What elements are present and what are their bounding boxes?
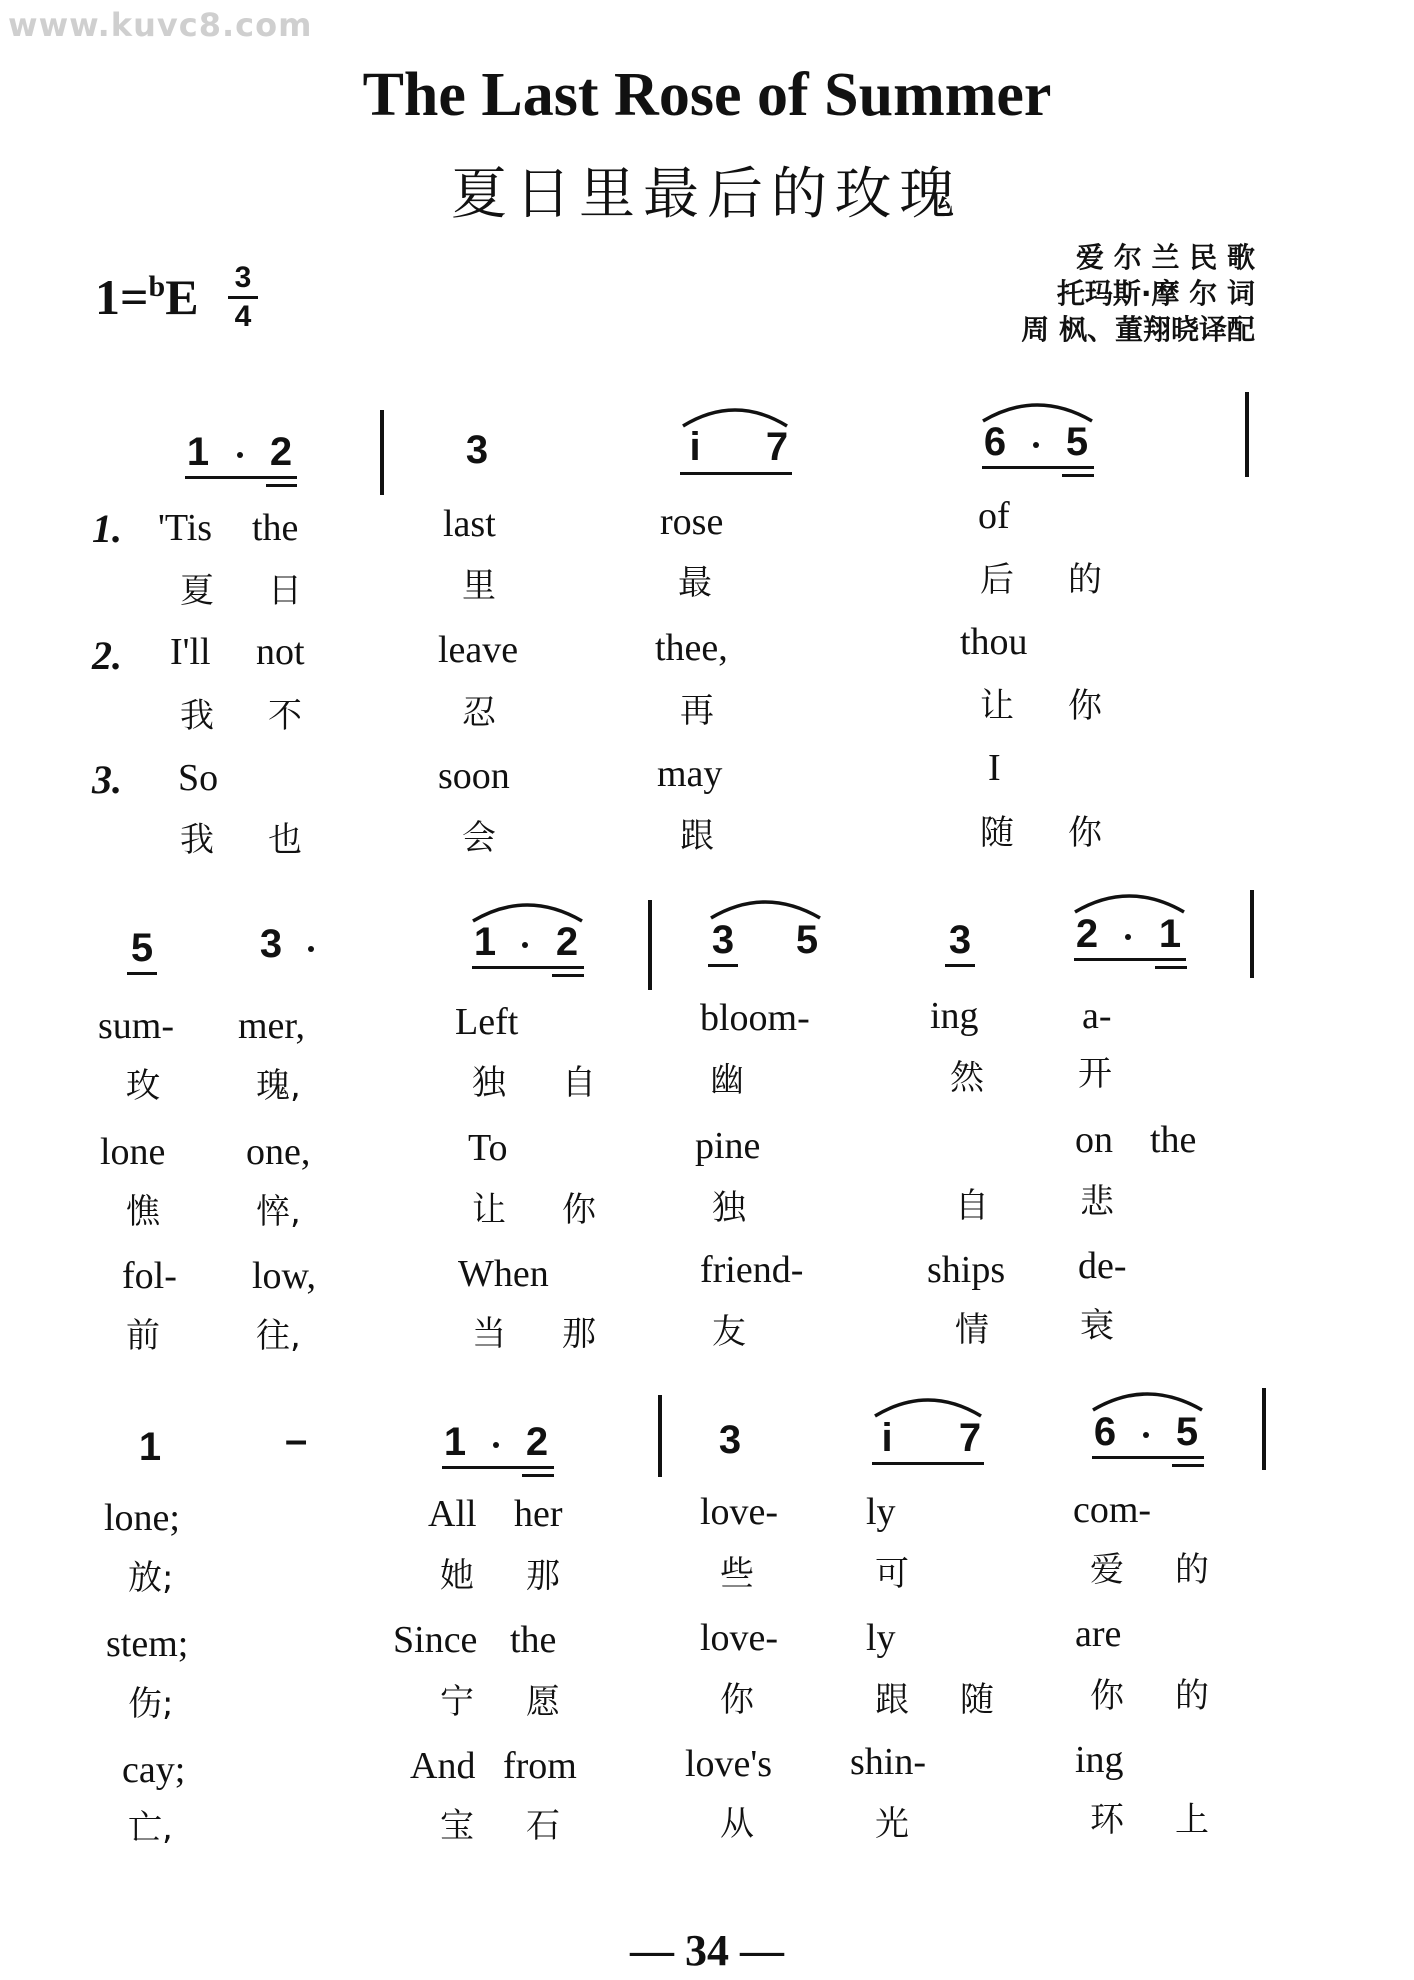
note: 3	[718, 1418, 742, 1462]
lyric-en: ly	[866, 1617, 896, 1659]
augmentation-dot	[1033, 442, 1039, 448]
lyric-zh: 从	[720, 1804, 754, 1844]
lyric-zh: 你	[1068, 686, 1102, 726]
lyric-en: Since	[393, 1619, 478, 1661]
note: i	[689, 425, 701, 469]
lyric-zh: 自	[562, 1063, 596, 1103]
lyric-en: love-	[700, 1491, 779, 1533]
lyric-en: com-	[1073, 1489, 1152, 1531]
lyric-en: lone	[100, 1131, 166, 1173]
lyric-zh: 随	[960, 1680, 994, 1720]
lyric-en: a-	[1082, 995, 1112, 1037]
lyric-en: on	[1075, 1119, 1113, 1161]
lyric-zh: 光	[875, 1804, 909, 1844]
lyric-zh: 再	[680, 691, 714, 731]
lyric-zh: 开	[1078, 1054, 1112, 1094]
lyric-en: love's	[685, 1743, 773, 1785]
lyric-en: thee,	[655, 627, 728, 669]
beam-underline	[872, 1462, 984, 1465]
note: 2	[1075, 912, 1099, 956]
credit-translator: 周 枫、董翔晓译配	[1021, 313, 1255, 346]
lyric-en: of	[978, 495, 1010, 537]
lyric-zh: 往,	[256, 1316, 301, 1356]
note: 1	[473, 920, 497, 964]
lyric-zh: 她	[440, 1556, 474, 1596]
lyric-zh: 玫	[126, 1066, 160, 1106]
lyric-en: are	[1075, 1613, 1122, 1655]
lyric-zh: 伤;	[128, 1684, 174, 1724]
beam-underline	[266, 484, 297, 487]
barline	[1245, 392, 1249, 477]
note: i	[881, 1416, 893, 1460]
lyric-en: I	[988, 747, 1001, 789]
key-signature: 1=$^b$E	[95, 269, 199, 325]
lyric-en: stem;	[106, 1623, 189, 1665]
lyric-zh: 里	[462, 566, 496, 606]
beam-underline	[1172, 1464, 1204, 1467]
lyric-zh: 情	[955, 1310, 989, 1350]
lyric-zh: 你	[1090, 1676, 1124, 1716]
lyric-zh: 你	[720, 1680, 754, 1720]
hold-dash: –	[285, 1418, 308, 1462]
note: 1	[138, 1425, 162, 1469]
song-title: The Last Rose of Summer	[362, 61, 1052, 129]
credits	[955, 240, 1255, 348]
page-number: — 34 —	[630, 1926, 784, 1975]
note: 1	[1158, 912, 1182, 956]
lyric-zh: 后	[980, 560, 1014, 600]
lyric-en: low,	[252, 1255, 317, 1297]
lyric-zh: 爱	[1090, 1550, 1124, 1590]
note: 2	[269, 430, 293, 474]
lyric-en: I'll	[170, 631, 211, 673]
beam-underline	[522, 1474, 554, 1477]
lyric-zh: 瑰,	[256, 1066, 301, 1106]
beam-underline	[185, 476, 297, 479]
lyric-en: last	[443, 503, 496, 545]
lyric-en: ing	[1075, 1739, 1124, 1781]
lyric-en: the	[510, 1619, 557, 1661]
note: 3	[711, 918, 735, 962]
beam-underline	[1092, 1456, 1204, 1459]
lyric-zh: 当	[472, 1314, 506, 1354]
verse-number: 2.	[92, 633, 122, 678]
lyric-zh: 自	[955, 1186, 989, 1226]
barline	[1250, 890, 1254, 978]
lyric-zh: 上	[1175, 1800, 1209, 1840]
augmentation-dot	[1125, 934, 1131, 940]
credit-lyricist: 托玛斯·摩 尔 词	[1056, 277, 1255, 310]
lyric-zh: 石	[526, 1806, 560, 1846]
lyric-zh: 可	[875, 1554, 909, 1594]
credit-origin: 爱 尔 兰 民 歌	[1076, 241, 1255, 274]
note: 2	[555, 920, 579, 964]
barline	[1262, 1388, 1266, 1470]
lyric-zh: 愿	[526, 1682, 560, 1722]
lyric-zh: 跟	[680, 816, 714, 856]
lyric-en: To	[468, 1127, 508, 1169]
beam-underline	[1062, 474, 1094, 477]
lyric-zh: 放;	[128, 1558, 174, 1598]
lyric-zh: 日	[268, 571, 302, 611]
beam-underline	[442, 1466, 554, 1469]
song-subtitle: 夏日里最后的玫瑰	[451, 162, 963, 227]
lyric-zh: 独	[472, 1063, 506, 1103]
lyric-zh: 的	[1068, 560, 1102, 600]
lyric-zh: 忍	[462, 693, 496, 733]
lyric-en: her	[514, 1493, 563, 1535]
lyric-zh: 那	[526, 1556, 560, 1596]
lyric-en: from	[503, 1745, 577, 1787]
lyric-zh: 的	[1175, 1676, 1209, 1716]
lyric-en: Left	[455, 1001, 519, 1043]
beam-underline	[708, 964, 738, 967]
lyric-en: not	[256, 631, 305, 673]
lyric-en: friend-	[700, 1249, 804, 1291]
barline	[380, 410, 384, 495]
lyric-zh: 的	[1175, 1550, 1209, 1590]
lyric-zh: 让	[472, 1190, 506, 1230]
lyric-en: fol-	[122, 1255, 177, 1297]
barline	[658, 1395, 662, 1477]
lyric-zh: 衰	[1080, 1306, 1114, 1346]
lyric-en: leave	[438, 629, 519, 671]
lyric-zh: 跟	[875, 1680, 909, 1720]
lyric-en: shin-	[850, 1741, 926, 1783]
lyric-en: mer,	[238, 1005, 306, 1047]
lyric-zh: 你	[1068, 813, 1102, 853]
lyric-en: ships	[927, 1249, 1006, 1291]
note: 3	[948, 918, 972, 962]
lyric-en: love-	[700, 1617, 779, 1659]
lyric-en: cay;	[122, 1749, 186, 1791]
lyric-en: soon	[438, 755, 510, 797]
lyric-zh: 也	[268, 820, 302, 860]
beam-underline	[1074, 958, 1186, 961]
note: 2	[525, 1420, 549, 1464]
lyric-en: lone;	[104, 1497, 180, 1539]
lyric-zh: 我	[180, 820, 214, 860]
lyric-en: one,	[246, 1131, 311, 1173]
lyric-en: the	[1150, 1119, 1197, 1161]
lyric-zh: 些	[720, 1554, 754, 1594]
note: 1	[186, 430, 210, 474]
lyric-zh: 友	[712, 1312, 746, 1352]
lyric-zh: 宁	[440, 1682, 474, 1722]
lyric-en: the	[252, 507, 299, 549]
lyric-zh: 夏	[180, 571, 214, 611]
augmentation-dot	[1143, 1432, 1149, 1438]
lyric-en: When	[458, 1253, 549, 1295]
note: 5	[795, 918, 819, 962]
time-signature: 3 4	[228, 262, 258, 333]
beam-underline	[1155, 966, 1187, 969]
lyric-en: rose	[660, 501, 724, 543]
lyric-zh: 随	[980, 813, 1014, 853]
lyric-zh: 不	[268, 696, 302, 736]
lyric-zh: 悲	[1080, 1182, 1114, 1222]
verse-number: 1.	[92, 506, 122, 551]
note: 3	[465, 428, 489, 472]
lyric-en: thou	[960, 621, 1028, 663]
augmentation-dot	[308, 946, 314, 952]
watermark: www.kuvc8.com	[8, 6, 313, 44]
lyric-en: ing	[930, 995, 979, 1037]
augmentation-dot	[237, 452, 243, 458]
note: 3	[259, 922, 283, 966]
lyric-zh: 我	[180, 696, 214, 736]
lyric-en: sum-	[98, 1005, 174, 1047]
lyric-en: So	[178, 757, 219, 799]
lyric-zh: 你	[562, 1190, 596, 1230]
lyric-en: may	[657, 753, 723, 795]
beam-underline	[982, 466, 1094, 469]
augmentation-dot	[522, 942, 528, 948]
note: 7	[765, 425, 789, 469]
lyric-zh: 会	[462, 818, 496, 858]
lyric-zh: 让	[980, 686, 1014, 726]
lyric-en: All	[428, 1493, 477, 1535]
lyric-zh: 悴,	[256, 1192, 301, 1232]
note: 1	[443, 1420, 467, 1464]
lyric-zh: 亡,	[128, 1808, 173, 1848]
lyric-zh: 宝	[440, 1806, 474, 1846]
lyric-zh: 幽	[710, 1060, 744, 1100]
lyric-zh: 憔	[126, 1192, 160, 1232]
lyric-en: ly	[866, 1491, 896, 1533]
lyric-en: bloom-	[700, 997, 810, 1039]
note: 5	[1175, 1410, 1199, 1454]
lyric-en: 'Tis	[158, 507, 213, 549]
lyric-zh: 然	[950, 1058, 984, 1098]
lyric-en: And	[410, 1745, 476, 1787]
beam-underline	[127, 972, 157, 975]
lyric-zh: 最	[678, 563, 712, 603]
note: 5	[130, 926, 154, 970]
note: 7	[958, 1416, 982, 1460]
lyric-en: pine	[695, 1125, 761, 1167]
barline	[648, 900, 652, 990]
beam-underline	[472, 966, 584, 969]
note: 6	[1093, 1410, 1117, 1454]
lyric-en: de-	[1078, 1245, 1127, 1287]
note: 5	[1065, 420, 1089, 464]
verse-number: 3.	[92, 757, 122, 802]
augmentation-dot	[493, 1442, 499, 1448]
lyric-zh: 独	[712, 1188, 746, 1228]
beam-underline	[680, 472, 792, 475]
beam-underline	[552, 974, 584, 977]
lyric-zh: 那	[562, 1314, 596, 1354]
note: 6	[983, 420, 1007, 464]
beam-underline	[945, 964, 975, 967]
lyric-zh: 前	[126, 1316, 160, 1356]
lyric-zh: 环	[1090, 1800, 1124, 1840]
